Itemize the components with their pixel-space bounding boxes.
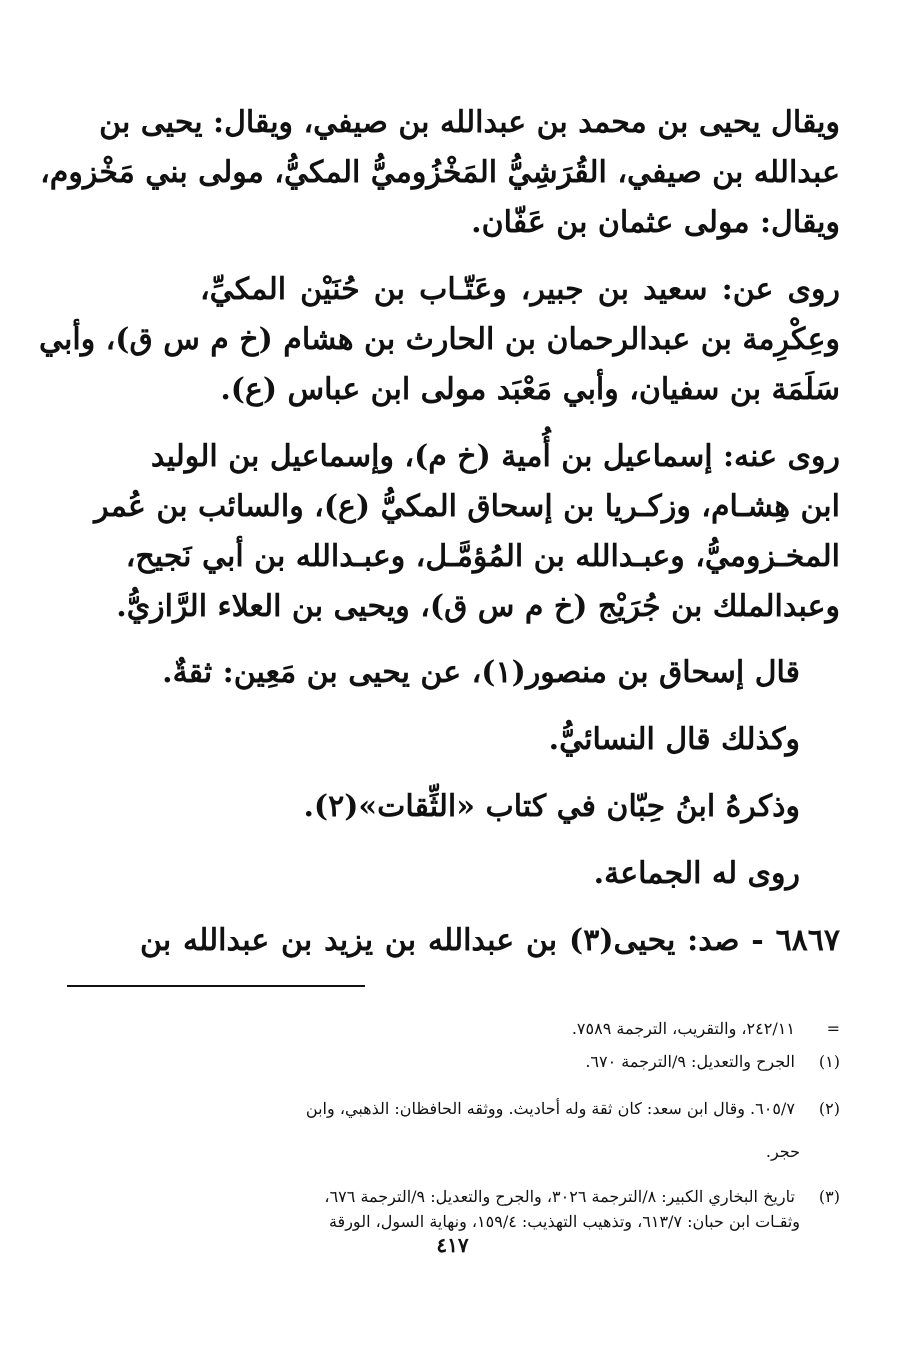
footnote-3-text-line-2: وثقـات ابن حبان: ٦١٣/٧، وتذهيب التهذيب: ١٥٩/٤، ونهاية السول، الورقة (328, 1212, 800, 1231)
continuation-text: ٢٤٢/١١، والتقريب، الترجمة ٧٥٨٩. (571, 1019, 795, 1038)
footnote-2 (140, 1097, 840, 1121)
footnote-separator (67, 985, 365, 987)
text-line-5: وكذلك قال النسائيُّ. (548, 722, 800, 757)
paragraph-3-line-1: روى عنه: إسماعيل بن أُمية (خ م)، وإسماعيل بن الوليد (150, 439, 840, 474)
paragraph-2-line-1: روى عن: سعيد بن جبير، وعَتّـاب بن حُنَيْن المكيِّ، (200, 272, 840, 307)
page-number: ٤١٧ (436, 1233, 469, 1257)
continuation-mark: = (826, 1019, 840, 1038)
footnote-continuation (140, 1017, 840, 1041)
paragraph-3-line-3: المخـزوميُّ، وعبـدالله بن المُؤمَّـل، وعبـدالله بن أبي نَجيح، (125, 539, 840, 574)
footnote-1-text: الجرح والتعديل: ٩/الترجمة ٦٧٠. (585, 1052, 795, 1071)
footnote-2-text-line-1: ٦٠٥/٧. وقال ابن سعد: كان ثقة وله أحاديث. ووثقه الحافظان: الذهبي، وابن (305, 1099, 795, 1118)
entry-6867-heading: ٦٨٦٧ - صد: يحيى(٣) بن عبدالله بن يزيد بن عبدالله بن (140, 923, 841, 958)
footnote-1 (140, 1050, 840, 1074)
text-line-7: روى له الجماعة. (593, 856, 800, 891)
paragraph-1-line-1: ويقال يحيى بن محمد بن عبدالله بن صيفي، ويقال: يحيى بن (99, 105, 840, 140)
paragraph-2-line-3: سَلَمَة بن سفيان، وأبي مَعْبَد مولى ابن عباس (ع). (220, 372, 840, 407)
footnote-1-number: (١) (818, 1052, 840, 1071)
footnote-3-text-line-1: تاريخ البخاري الكبير: ٨/الترجمة ٣٠٢٦، والجرح والتعديل: ٩/الترجمة ٦٧٦، (324, 1187, 795, 1206)
paragraph-3-line-2: ابن هِشـام، وزكـريا بن إسحاق المكيُّ (ع)، والسائب بن عُمر (94, 489, 840, 524)
footnote-3-line-2 (140, 1210, 800, 1234)
footnote-3-number: (٣) (818, 1187, 840, 1206)
text-line-4: قال إسحاق بن منصور(١)، عن يحيى بن مَعِين: ثقةٌ. (162, 655, 800, 690)
footnote-2-number: (٢) (818, 1099, 840, 1118)
paragraph-1-line-2: عبدالله بن صيفي، القُرَشِيُّ المَخْزُوميُّ المكيُّ، مولى بني مَخْزوم، (40, 155, 840, 190)
paragraph-1-line-3: ويقال: مولى عثمان بن عَفّان. (471, 205, 840, 240)
text-line-6: وذكرهُ ابنُ حِبّان في كتاب «الثِّقات»(٢). (303, 789, 800, 824)
footnote-2-text-line-2: حجر. (765, 1142, 800, 1161)
footnote-3 (140, 1185, 840, 1209)
paragraph-2-line-2: وعِكْرِمة بن عبدالرحمان بن الحارث بن هشام (خ م س ق)، وأبي (39, 322, 840, 357)
footnote-2-line-2 (140, 1140, 800, 1164)
paragraph-3-line-4: وعبدالملك بن جُرَيْج (خ م س ق)، ويحيى بن العلاء الرَّازيُّ. (116, 589, 840, 624)
